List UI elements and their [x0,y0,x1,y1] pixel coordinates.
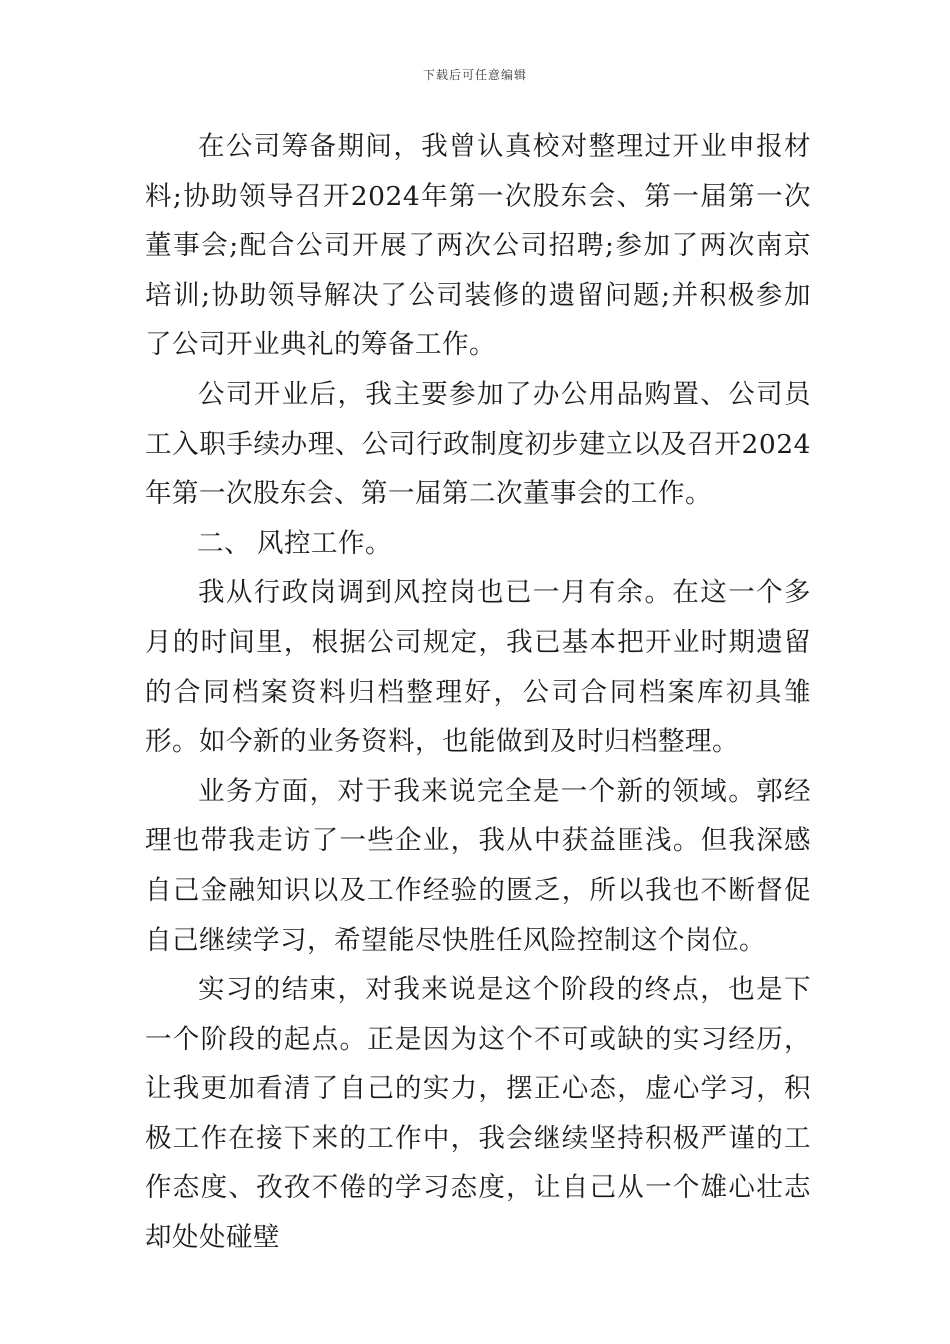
paragraph-preparation: 在公司筹备期间，我曾认真校对整理过开业申报材料;协助领导召开2024年第一次股东会、第一届第一次董事会;配合公司开展了两次公司招聘;参加了两次南京培训;协助领导解决了公司装修的遗留问题;并积极参加了公司开业典礼的筹备工作。 [145,131,811,361]
section-heading [145,519,811,569]
paragraph-after-opening: 公司开业后，我主要参加了办公用品购置、公司员工入职手续办理、公司行政制度初步建立以及召开2024年第一次股东会、第一届第二次董事会的工作。 [145,378,811,510]
section-number: 二、 [197,527,251,559]
document-body [145,122,811,1263]
paragraph-conclusion: 实习的结束，对我来说是这个阶段的终点，也是下一个阶段的起点。正是因为这个不可或缺的实习经历，让我更加看清了自己的实力，摆正心态，虚心学习，积极工作在接下来的工作中，我会继续坚持积极严谨的工作态度、孜孜不倦的学习态度，让自己从一个雄心壮志却处处碰壁 [145,974,811,1254]
header-note: 下载后可任意编辑 [422,68,527,82]
paragraph-business: 业务方面，对于我来说完全是一个新的领域。郭经理也带我走访了一些企业，我从中获益匪浅。但我深感自己金融知识以及工作经验的匮乏，所以我也不断督促自己继续学习，希望能尽快胜任风险控制这个岗位。 [145,775,811,956]
paragraph-risk-transfer: 我从行政岗调到风控岗也已一月有余。在这一个多月的时间里，根据公司规定，我已基本把开业时期遗留的合同档案资料归档整理好，公司合同档案库初具雏形。如今新的业务资料，也能做到及时归档整理。 [145,577,811,758]
section-title: 风控工作。 [257,527,392,559]
